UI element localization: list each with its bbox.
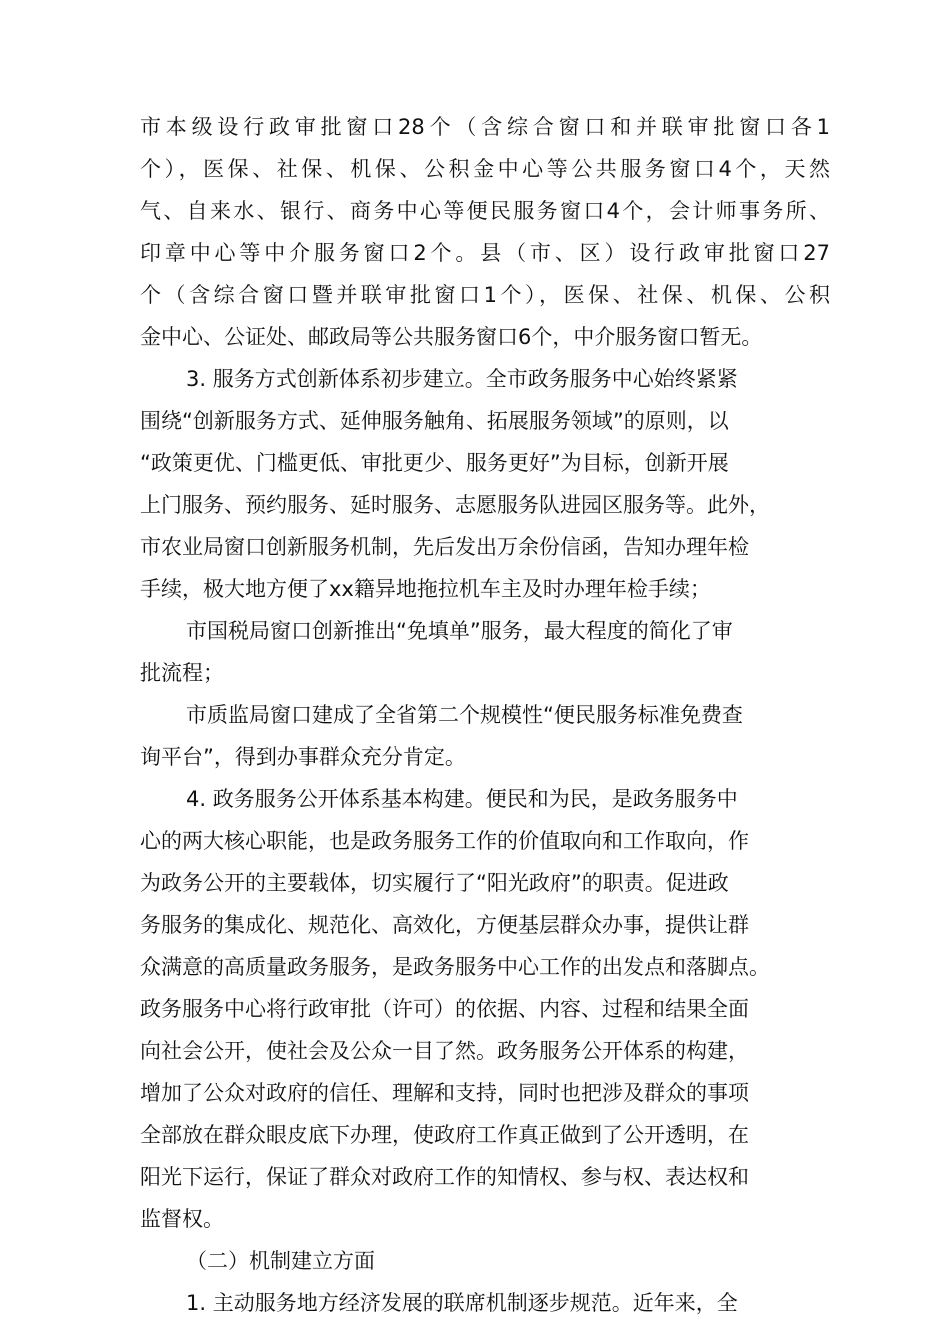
- text-line: 印章中心等中介服务窗口2个。县（市、区）设行政审批窗口27: [140, 241, 830, 265]
- paragraph-start-line: 1. 主动服务地方经济发展的联席机制逐步规范。近年来，全: [186, 1291, 738, 1315]
- text-line: 市本级设行政审批窗口28个（含综合窗口和并联审批窗口各1: [140, 115, 830, 139]
- text-line: 阳光下运行，保证了群众对政府工作的知情权、参与权、表达权和: [140, 1165, 749, 1189]
- text-line: 心的两大核心职能，也是政务服务工作的价值取向和工作取向，作: [140, 829, 749, 853]
- paragraph-start-line: 4. 政务服务公开体系基本构建。便民和为民，是政务服务中: [186, 787, 738, 811]
- text-line: 上门服务、预约服务、延时服务、志愿服务队进园区服务等。此外，: [140, 493, 770, 517]
- text-line: 市农业局窗口创新服务机制，先后发出万余份信函，告知办理年检: [140, 535, 749, 559]
- paragraph-start-line: 市质监局窗口建成了全省第二个规模性“便民服务标准免费查: [186, 703, 743, 727]
- text-line: 个（含综合窗口暨并联审批窗口1个），医保、社保、机保、公积: [140, 283, 830, 307]
- paragraph-start-line: 市国税局窗口创新推出“免填单”服务，最大程度的简化了审: [186, 619, 733, 643]
- text-line: 气、自来水、银行、商务中心等便民服务窗口4个，会计师事务所、: [140, 199, 830, 223]
- text-line: 批流程；: [140, 661, 224, 685]
- text-line: 询平台”，得到办事群众充分肯定。: [140, 745, 466, 769]
- paragraph-start-line: 3. 服务方式创新体系初步建立。全市政务服务中心始终紧紧: [186, 367, 738, 391]
- text-line: 向社会公开，使社会及公众一目了然。政务服务公开体系的构建，: [140, 1039, 749, 1063]
- text-line: 众满意的高质量政务服务，是政务服务中心工作的出发点和落脚点。: [140, 955, 770, 979]
- text-line: 增加了公众对政府的信任、理解和支持，同时也把涉及群众的事项: [140, 1081, 749, 1105]
- text-line: 个），医保、社保、机保、公积金中心等公共服务窗口4个，天然: [140, 157, 830, 181]
- text-line: 为政务公开的主要载体，切实履行了“阳光政府”的职责。促进政: [140, 871, 729, 895]
- document-body: [140, 106, 830, 1324]
- section-heading: （二）机制建立方面: [186, 1249, 375, 1273]
- text-line: 围绕“创新服务方式、延伸服务触角、拓展服务领域”的原则，以: [140, 409, 729, 433]
- text-line: “政策更优、门槛更低、审批更少、服务更好”为目标，创新开展: [140, 451, 729, 475]
- text-line: 全部放在群众眼皮底下办理，使政府工作真正做到了公开透明，在: [140, 1123, 749, 1147]
- text-line: 政务服务中心将行政审批（许可）的依据、内容、过程和结果全面: [140, 997, 749, 1021]
- text-line: 手续，极大地方便了xx籍异地拖拉机车主及时办理年检手续；: [140, 577, 711, 601]
- text-line: 监督权。: [140, 1207, 224, 1231]
- text-line: 务服务的集成化、规范化、高效化，方便基层群众办事，提供让群: [140, 913, 749, 937]
- text-line: 金中心、公证处、邮政局等公共服务窗口6个，中介服务窗口暂无。: [140, 325, 763, 349]
